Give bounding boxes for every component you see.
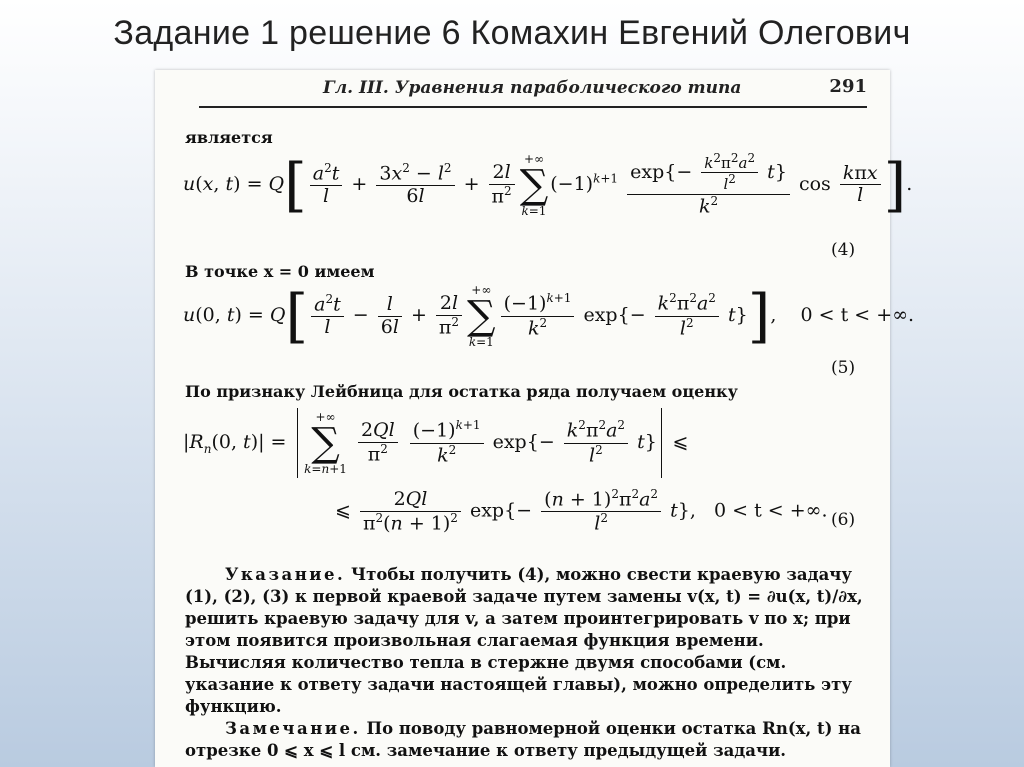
equation-5-range: 0 < t < +∞. [800,304,915,326]
equation-4: u(x, t) = Q[ $\frac{a^2t}{l}$ + $\frac{3x^2 - l^2}{6l}$ + $\frac{2l}{\pi^2}$ +∞ ∑ k=1 $(-1)^{k+1}$ exp{− $\frac{k^2\pi^2a^2}{l^2}$ t} $k^2$ cos $\frac{\text{kπx}}{l}$ ]. [183,150,913,219]
page-header [185,76,867,102]
hint-paragraph [185,564,865,718]
equation-6-label: (6) [831,510,856,530]
hint-word: Указание. [225,565,346,584]
header-rule [199,106,867,108]
equation-6-line1: $|R_n(0$, t)| = +∞ ∑ k=n+1 $\frac{2Ql}{\pi^2}$ $\frac{(-1)^{k+1}}{k^2}$ exp{− $\frac{k^2\pi^2a^2}{l^2}$ t} ⩽ [183,410,689,476]
remark-text: По поводу равномерной оценки остатка Rn(x, t) на отрезке 0 ⩽ x ⩽ l см. замечание к ответу предыдущей задачи. [185,719,861,760]
equation-5-label: (5) [831,358,856,378]
remark-paragraph [185,718,865,762]
remark-word: Замечание. [225,719,361,738]
chapter-title: Гл. III. Уравнения параболического типа [323,78,742,98]
equation-4-label: (4) [831,240,856,260]
equation-6-range: 0 < t < +∞. [714,499,828,522]
point-text: В точке x = 0 имеем [185,262,375,281]
page-number: 291 [829,76,867,97]
slide-title: Задание 1 решение 6 Комахин Евгений Олегович [113,14,911,52]
leibniz-text: По признаку Лейбница для остатка ряда получаем оценку [185,382,738,401]
hint-text: Чтобы получить (4), можно свести краевую задачу (1), (2), (3) к первой краевой задаче путем замены v(x, t) = ∂u(x, t)/∂x, решить краевую задачу для v, а затем проинтегрировать v по x; при этом появится произвольная слагаемая функция времени. Вычисляя количество тепла в стержне двумя способами (см. указание к ответу задачи настоящей главы), можно определить эту функцию. [185,565,863,716]
intro-word: является [185,128,273,147]
book-page [155,70,915,767]
equation-5: u(0, t) = Q[ $\frac{a^2t}{l}$ − $\frac{l}{6l}$ + $\frac{2l}{\pi^2}$ +∞ ∑ k=1 $\frac{(-1)^{k+1}}{k^2}$ exp{− $\frac{k^2\pi^2a^2}{l^2}$ t}], 0 < t < +∞. [183,282,915,350]
equation-6-line2: ⩽ $\frac{2Ql}{\pi^2(n + 1)^2}$ exp{− $\frac{(n + 1)^2\pi^2a^2}{l^2}$ t}, 0 < t < +∞. [335,487,828,535]
